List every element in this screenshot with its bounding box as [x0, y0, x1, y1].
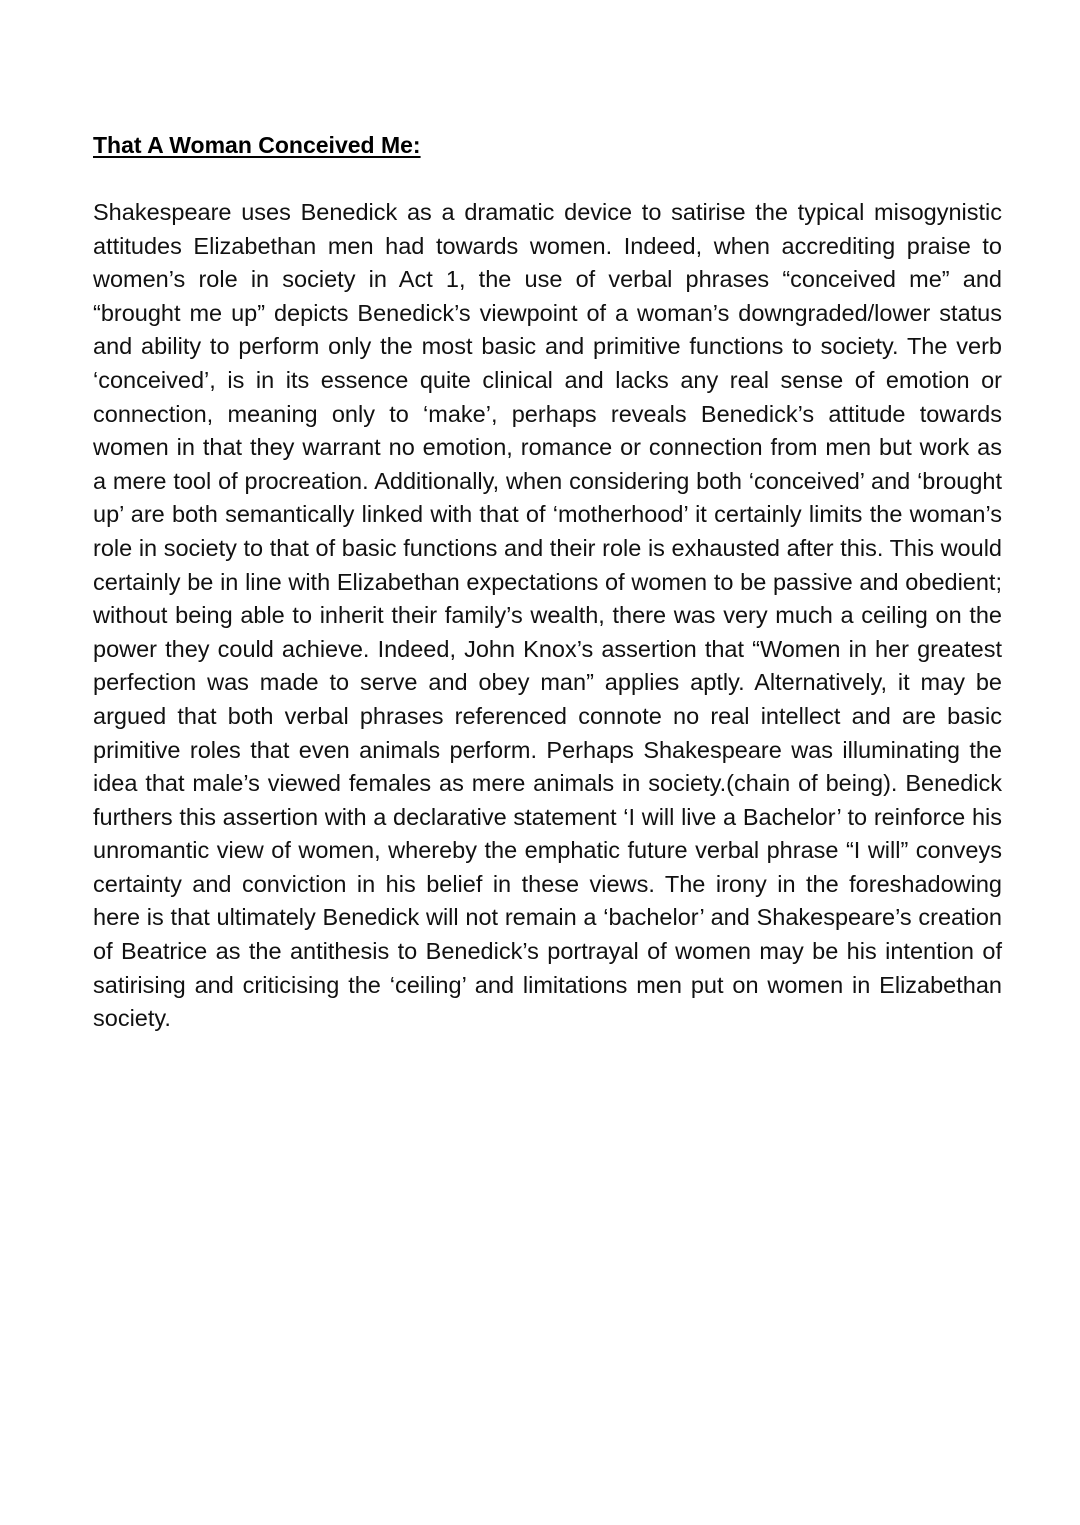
page-title: That A Woman Conceived Me: [93, 132, 421, 158]
essay-paragraph: Shakespeare uses Benedick as a dramatic device to satirise the typical misogynistic attitudes Elizabethan men had towards women. Indeed, when accrediting praise to women’s role in society in Act 1, the use of verbal phrases “conceived me” and “brought me up” depicts Benedick’s viewpoint of a woman’s downgraded/lower status and ability to perform only the most basic and primitive functions to society. The verb ‘conceived’, is in its essence quite clinical and lacks any real sense of emotion or connection, meaning only to ‘make’, perhaps reveals Benedick’s attitude towards women in that they warrant no emotion, romance or connection from men but work as a mere tool of procreation. Additionally, when considering both ‘conceived’ and ‘brought up’ are both semantically linked with that of ‘motherhood’ it certainly limits the woman’s role in society to that of basic functions and their role is exhausted after this. This would certainly be in line with Elizabethan expectations of women to be passive and obedient; without being able to inherit their family’s wealth, there was very much a ceiling on the power they could achieve. Indeed, John Knox’s assertion that “Women in her greatest perfection was made to serve and obey man” applies aptly. Alternatively, it may be argued that both verbal phrases referenced connote no real intellect and are basic primitive roles that even animals perform. Perhaps Shakespeare was illuminating the idea that male’s viewed females as mere animals in society.(chain of being). Benedick furthers this assertion with a declarative statement ‘I will live a Bachelor’ to reinforce his unromantic view of women, whereby the emphatic future verbal phrase “I will” conveys certainty and conviction in his belief in these views. The irony in the foreshadowing here is that ultimately Benedick will not remain a ‘bachelor’ and Shakespeare’s creation of Beatrice as the antithesis to Benedick’s portrayal of women may be his intention of satirising and criticising the ‘ceiling’ and limitations men put on women in Elizabethan society. [93, 199, 1002, 1032]
